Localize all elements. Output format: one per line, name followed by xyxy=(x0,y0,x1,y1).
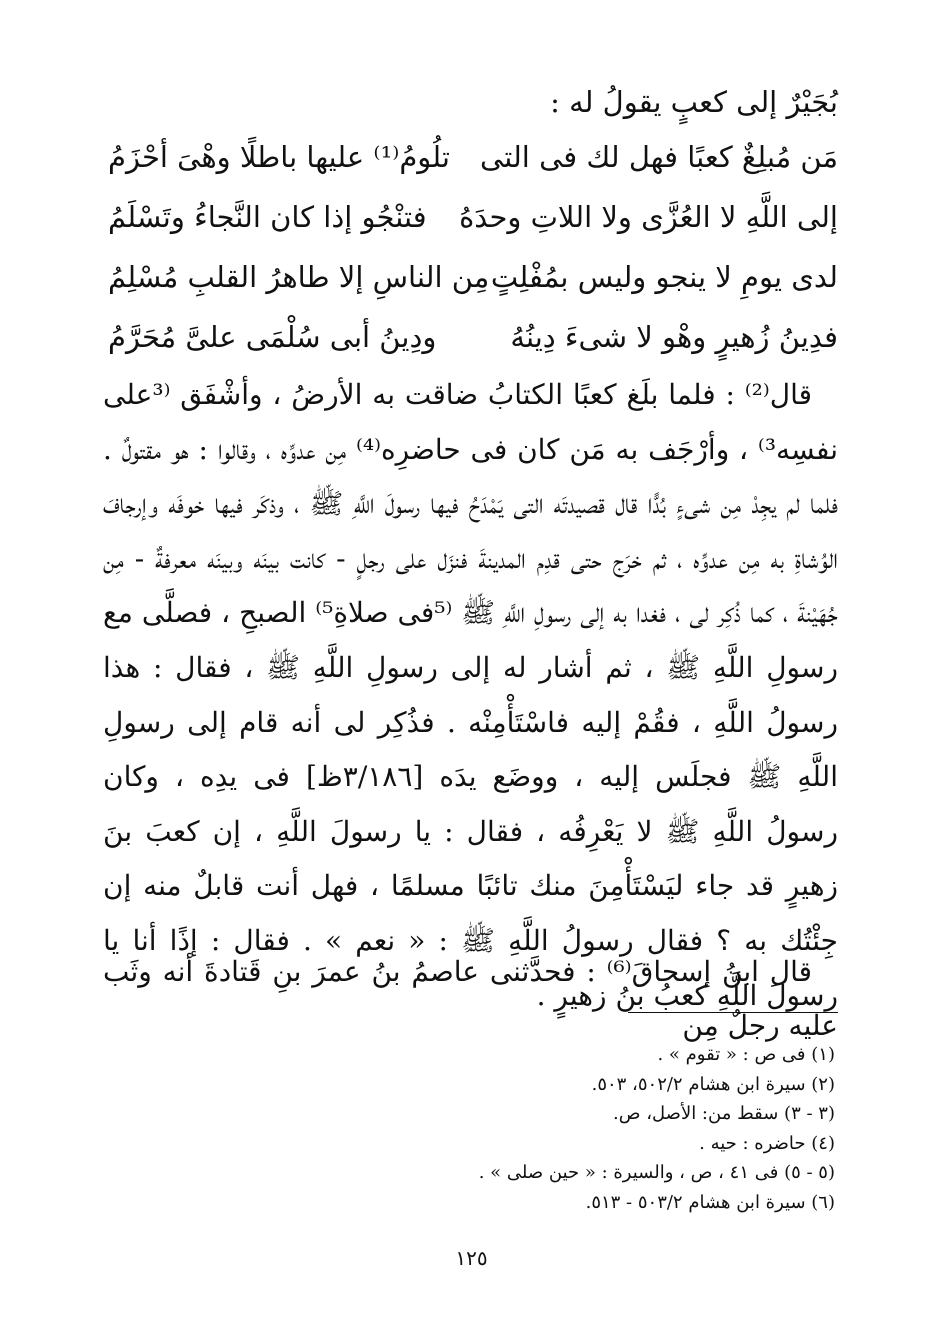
footnote: (٦) سيرة ابن هشام ٥٠٣/٢ - ٥١٣. xyxy=(585,1191,835,1213)
footnote: (٢) سيرة ابن هشام ٥٠٢/٢، ٥٠٣. xyxy=(591,1073,835,1095)
prose-paragraph: قال⁽²⁾ : فلما بلَغ كعبًا الكتابُ ضاقت به الأرضُ ، وأشْفَق ⁽³على نفسِه³⁾ ، وأرْجَف به مَن كان فى حاضرِه⁽⁴⁾ مِن عدوِّه ، وقالوا : هو مقتولٌ . فلما لم يجِدْ مِن شىءٍ بُدًّا قال قصيدتَه التى يَمْدَحُ فيها رسولَ اللَّهِ ﷺ ، وذكَر فيها خوفَه وإرجافَ الوُشاةِ به مِن عدوِّه ، ثم خرَج حتى قدِم المدينةَ فنزَل على رجلٍ - كانت بينَه وبينَه معرفةٌ - مِن جُهَيْنةَ ، كما ذُكِر لى ، فغدا به إلى رسولِ اللَّهِ ﷺ ⁽⁵فى صلاةِ⁵⁾ الصبحِ ، فصلَّى مع رسولِ اللَّهِ ﷺ ، ثم أشار له إلى رسولِ اللَّهِ ﷺ ، فقال : هذا رسولُ اللَّهِ ، فقُمْ إليه فاسْتَأْمِنْه . فذُكِر لى أنه قام إلى رسولِ اللَّهِ ﷺ فجلَس إليه ، ووضَع يدَه [٣/١٨٦ظ] فى يدِه ، وكان رسولُ اللَّهِ ﷺ لا يَعْرِفُه ، فقال : يا رسولَ اللَّهِ ، إن كعبَ بنَ زهيرٍ قد جاء ليَسْتَأْمِنَ منك تائبًا مسلمًا ، فهل أنت قابلٌ منه إن جِئْتُك به ؟ فقال رسولُ اللَّهِ ﷺ : « نعم » . فقال : إذًا أنا يا رسولَ اللَّهِ كعبُ بنُ زهيرٍ . xyxy=(103,378,838,1012)
verse-second-hemistich: فتنْجُو إذا كان النَّجاءُ وتَسْلَمُ xyxy=(108,200,427,234)
verse-first-hemistich: إلى اللَّهِ لا العُزَّى ولا اللاتِ وحدَهُ xyxy=(459,200,838,234)
verse-first-hemistich: فدِينُ زُهيرٍ وهْو لا شىءَ دِينُهُ xyxy=(510,320,838,354)
verse-second-hemistich: ودِينُ أبى سُلْمَى علىَّ مُحَرَّمُ xyxy=(108,320,437,354)
verse xyxy=(108,140,838,200)
verse-first-hemistich: مَن مُبلِغٌ كعبًا فهل لك فى التى xyxy=(480,140,838,174)
footnote: (٤) حاضره : حيه . xyxy=(699,1132,835,1154)
verse-second-hemistich: تلُومُ⁽¹⁾ عليها باطلًا وهْىَ أحْزَمُ xyxy=(108,140,450,174)
footnote: (٥ - ٥) فى ٤١ ، ص ، والسيرة : « حين صلى » . xyxy=(478,1162,835,1184)
footnotes xyxy=(479,1040,835,1218)
last-paragraph: قال ابنُ إسحاقَ⁽⁶⁾ : فحدَّثنى عاصمُ بنُ عمرَ بنِ قَتادةَ أنه وثَب عليه رجلٌ مِن xyxy=(103,955,838,1042)
verse-second-hemistich: مِن الناسِ إلا طاهرُ القلبِ مُسْلِمُ xyxy=(108,260,490,294)
verse-first-hemistich: لدى يومِ لا ينجو وليس بمُفْلِتٍ xyxy=(490,260,838,294)
footnote: (٣ - ٣) سقط من: الأصل، ص. xyxy=(613,1103,835,1125)
footnote-divider xyxy=(628,1012,838,1013)
intro-line: بُجَيْرٌ إلى كعبٍ يقولُ له : xyxy=(550,85,838,119)
main-text xyxy=(103,368,838,1023)
footnote: (١) فى ص : « تقوم » . xyxy=(657,1044,835,1065)
verse xyxy=(108,260,838,320)
poem xyxy=(108,140,838,380)
verse xyxy=(108,200,838,260)
page-number: ١٢٥ xyxy=(455,1246,488,1270)
